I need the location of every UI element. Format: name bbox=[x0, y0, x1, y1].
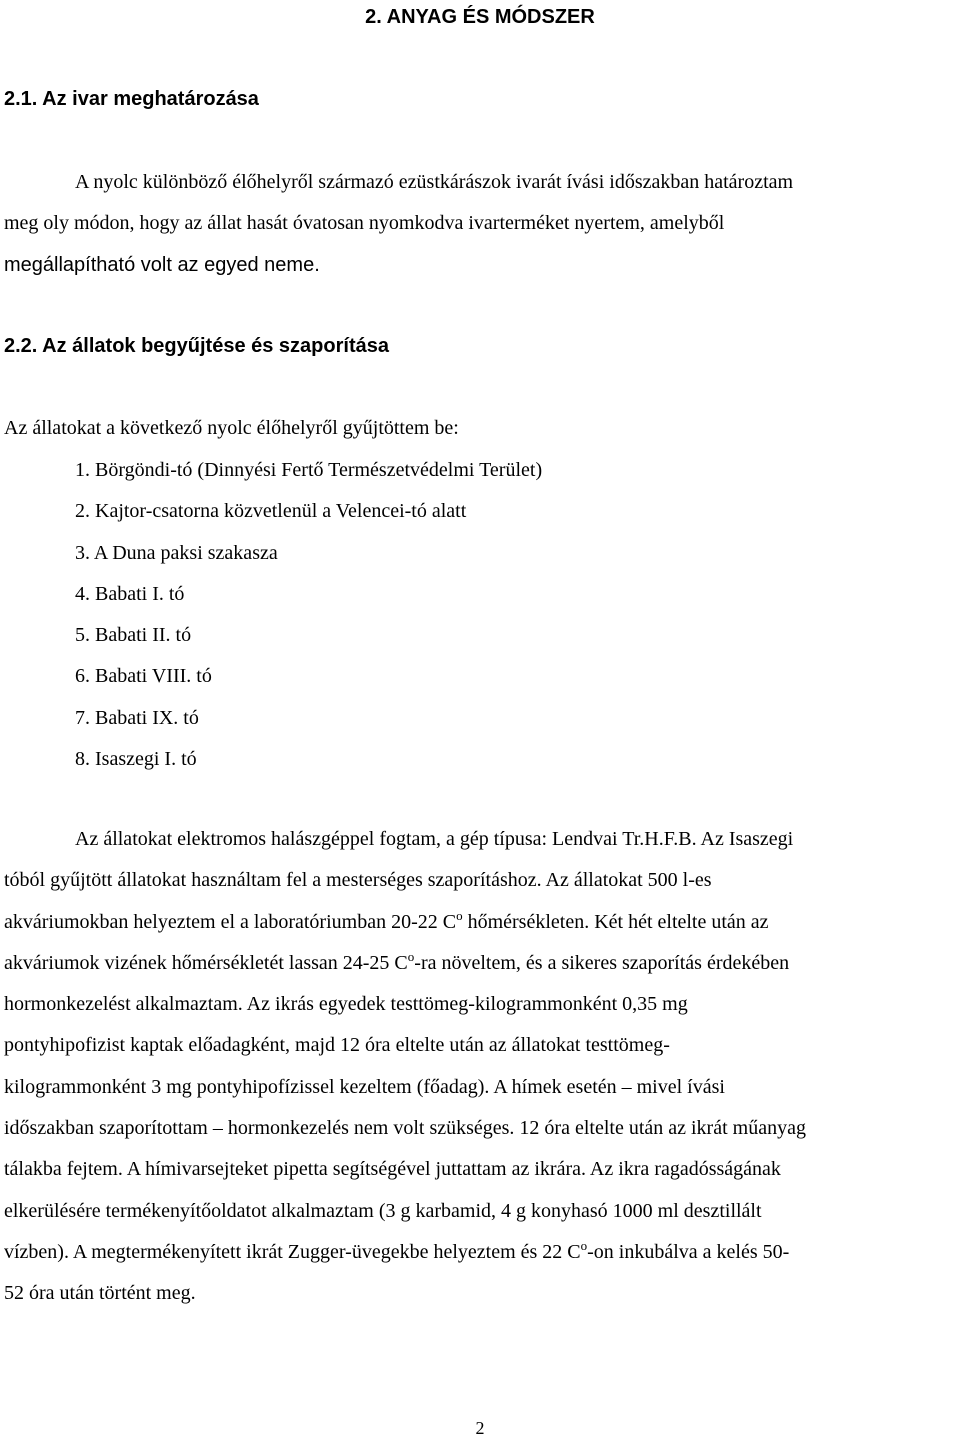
paragraph-methods bbox=[4, 819, 958, 1315]
subsection-title-collection: 2.2. Az állatok begyűjtése és szaporítása bbox=[4, 335, 389, 357]
line-text: vízben). A megtermékenyített ikrát Zugger-üvegekbe helyeztem és 22 C bbox=[4, 1240, 581, 1263]
line-text: pontyhipofizist kaptak előadagként, majd 12 óra eltelte után az állatokat testtömeg- bbox=[4, 1034, 670, 1057]
line-text: 52 óra után történt meg. bbox=[4, 1282, 196, 1305]
list-item: 8. Isaszegi I. tó bbox=[75, 748, 197, 771]
paragraph-line bbox=[4, 984, 958, 1025]
list-item: 4. Babati I. tó bbox=[75, 582, 185, 605]
line-text: tóból gyűjtött állatokat használtam fel a mesterséges szaporításhoz. Az állatokat 500 l-es bbox=[4, 869, 712, 892]
line-text: tálakba fejtem. A hímivarsejteket pipetta segítségével juttattam az ikrára. Az ikra ragadósságának bbox=[4, 1158, 781, 1181]
paragraph-line bbox=[4, 1191, 958, 1232]
list-item: 3. A Duna paksi szakasza bbox=[75, 541, 278, 564]
line-text: hőmérsékleten. Két hét eltelte után az bbox=[467, 910, 769, 933]
line-text: hormonkezelést alkalmaztam. Az ikrás egyedek testtömeg-kilogrammonként 0,35 mg bbox=[4, 993, 688, 1016]
section-title: 2. ANYAG ÉS MÓDSZER bbox=[365, 6, 595, 28]
degree-mark: o bbox=[407, 948, 415, 964]
paragraph-sex-determination bbox=[4, 162, 958, 286]
paragraph-line bbox=[4, 819, 958, 860]
paragraph-line bbox=[4, 1025, 958, 1066]
list-item: 2. Kajtor-csatorna közvetlenül a Velencei-tó alatt bbox=[75, 500, 467, 523]
paragraph-line bbox=[4, 1067, 958, 1108]
paragraph-line bbox=[4, 1108, 958, 1149]
paragraph-line bbox=[4, 902, 958, 943]
list-item: 1. Börgöndi-tó (Dinnyési Fertő Természetvédelmi Terület) bbox=[75, 459, 543, 481]
paragraph-line bbox=[4, 860, 958, 901]
sites-list bbox=[75, 458, 542, 788]
line-text: elkerülésére termékenyítőoldatot alkalmaztam (3 g karbamid, 4 g konyhasó 1000 ml desztillált bbox=[4, 1199, 762, 1222]
collection-intro: Az állatokat a következő nyolc élőhelyről gyűjtöttem be: bbox=[4, 417, 459, 439]
line-text: akváriumokban helyeztem el a laboratóriumban 20-22 C bbox=[4, 910, 457, 933]
line-text: -ra növeltem, és a sikeres szaporítás érdekében bbox=[414, 951, 790, 974]
subsection-title-sex-determination: 2.1. Az ivar meghatározása bbox=[4, 88, 259, 110]
line-text: Az állatokat elektromos halászgéppel fogtam, a gép típusa: Lendvai Tr.H.F.B. Az Isaszegi bbox=[75, 828, 794, 850]
degree-mark: o bbox=[456, 907, 463, 923]
page-number: 2 bbox=[475, 1418, 485, 1438]
paragraph-line: A nyolc különböző élőhelyről származó ezüstkárászok ivarát ívási időszakban határoztam bbox=[75, 171, 794, 193]
degree-mark: o bbox=[580, 1237, 588, 1253]
paragraph-line bbox=[4, 943, 958, 984]
list-item: 6. Babati VIII. tó bbox=[75, 665, 212, 688]
line-text: akváriumok vizének hőmérsékletét lassan 24-25 C bbox=[4, 951, 408, 974]
line-text: kilogrammonként 3 mg pontyhipofízissel kezeltem (főadag). A hímek esetén – mivel ívási bbox=[4, 1075, 725, 1098]
paragraph-line: megállapítható volt az egyed neme. bbox=[4, 253, 320, 276]
paragraph-line bbox=[4, 1232, 958, 1273]
line-text: -on inkubálva a kelés 50- bbox=[587, 1240, 790, 1263]
paragraph-line bbox=[4, 1149, 958, 1190]
list-item: 5. Babati II. tó bbox=[75, 624, 192, 647]
paragraph-line bbox=[4, 1273, 958, 1314]
list-item: 7. Babati IX. tó bbox=[75, 706, 199, 729]
line-text: időszakban szaporítottam – hormonkezelés nem volt szükséges. 12 óra eltelte után az ikrát műanyag bbox=[4, 1117, 806, 1140]
paragraph-line: meg oly módon, hogy az állat hasát óvatosan nyomkodva ivarterméket nyertem, amelyből bbox=[4, 212, 725, 235]
